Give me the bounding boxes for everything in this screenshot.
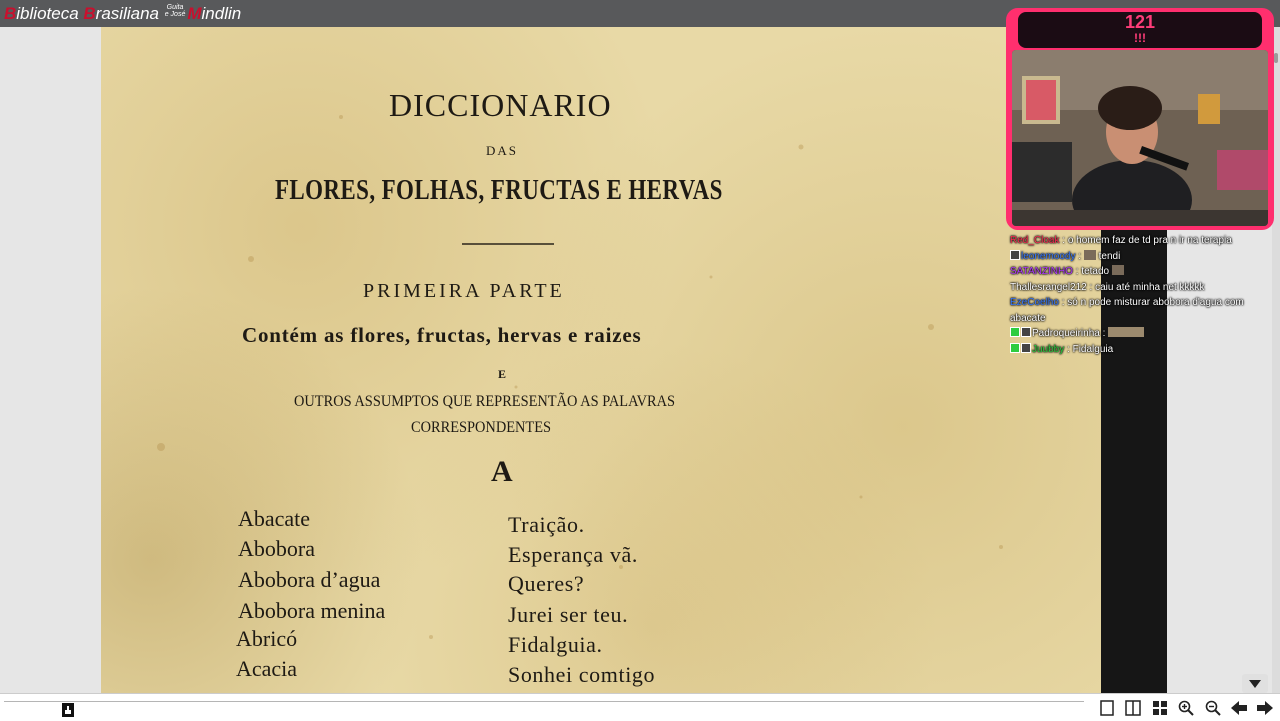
chat-username: Juubby: [1032, 343, 1065, 355]
verified-badge-icon: [1010, 343, 1020, 353]
entry-word: Abobora: [238, 536, 315, 561]
subscriber-badge-icon: [1021, 343, 1031, 353]
chat-text: tendi: [1098, 250, 1121, 262]
chat-text: o homem faz de td pra n ir na terapia: [1067, 235, 1232, 246]
single-page-button[interactable]: [1097, 698, 1117, 718]
previous-page-icon: [1231, 701, 1247, 715]
site-logo[interactable]: [4, 3, 241, 25]
grid-view-button[interactable]: [1150, 698, 1170, 718]
chat-message: Juubby : Fidalguia: [1010, 342, 1272, 358]
book-das: DAS: [486, 143, 519, 158]
book-title: DICCIONARIO: [389, 87, 612, 123]
entry-meaning: Traição.: [508, 512, 585, 537]
chat-username: Padroqueirinha: [1032, 328, 1100, 339]
emote-icon: [1108, 327, 1144, 337]
logo-e-jose: e José: [164, 11, 186, 18]
logo-guita-e-jose: [165, 4, 186, 18]
chat-username: Thallesrangel212: [1010, 281, 1087, 293]
chat-username: leonemoody: [1021, 250, 1076, 262]
contents-line: Contém as flores, fructas, hervas e raizes: [242, 323, 642, 347]
emote-icon: [1112, 265, 1124, 275]
webcam-video: [1012, 50, 1268, 226]
entry-word: Abobora menina: [238, 598, 386, 623]
counter-subtext: !!!: [1134, 31, 1146, 45]
zoom-out-icon: [1205, 700, 1221, 716]
chat-username: EzeCoelho: [1010, 297, 1059, 308]
entry-word: Acacia: [236, 656, 298, 681]
book-page: [101, 27, 1103, 693]
chevron-down-icon: [1248, 679, 1262, 689]
page-slider-track[interactable]: [4, 701, 1084, 702]
streamer-video-frame: [1012, 50, 1268, 226]
chat-message: leonemoody : tendi: [1010, 249, 1272, 265]
previous-page-button[interactable]: [1229, 698, 1249, 718]
emote-icon: [1084, 250, 1096, 260]
entry-meaning: Sonhei comtigo: [508, 662, 656, 687]
conjunction-e: E: [498, 367, 507, 381]
part-heading: PRIMEIRA PARTE: [363, 280, 565, 302]
logo-word-biblioteca: iblioteca: [16, 4, 84, 23]
logo-word-brasiliana: rasiliana: [95, 4, 164, 23]
chat-text: Fidalguia: [1072, 343, 1114, 355]
zoom-out-button[interactable]: [1203, 698, 1223, 718]
chat-text: só n pode misturar abobora d'agua com abacate: [1010, 297, 1244, 324]
double-page-button[interactable]: [1123, 698, 1143, 718]
chat-overlay: [1010, 233, 1272, 357]
hand-pointer-icon: [64, 706, 72, 714]
page-slider-handle[interactable]: [62, 703, 74, 717]
chat-text: caiu até minha net kkkkk: [1095, 281, 1205, 293]
chat-username: SATANZINHO: [1010, 266, 1073, 277]
logo-initial-b1: B: [4, 4, 17, 23]
chat-message: EzeCoelho : só n pode misturar abobora d'agua com abacate: [1010, 297, 1244, 324]
section-letter: A: [491, 455, 513, 488]
zoom-in-icon: [1178, 700, 1194, 716]
subscriber-badge-icon: [1021, 327, 1031, 337]
chat-message: SATANZINHO : tetado: [1010, 264, 1272, 280]
webcam-overlay: [1006, 8, 1274, 230]
entry-meaning: Jurei ser teu.: [508, 602, 629, 627]
chat-username: Red_Cloak: [1010, 235, 1060, 246]
chat-message: Thallesrangel212 : caiu até minha net kkkkk: [1010, 281, 1205, 293]
entry-meaning: Fidalguia.: [508, 632, 603, 657]
collapse-toolbar-button[interactable]: [1242, 674, 1268, 693]
entry-meaning: Esperança vã.: [508, 542, 638, 567]
others-line-1: OUTROS ASSUMPTOS QUE REPRESENTÃO AS PALAVRAS: [294, 393, 676, 410]
chat-message: Padroqueirinha :: [1010, 326, 1272, 342]
entry-word: Abobora d’agua: [238, 567, 381, 592]
entry-word: Abacate: [238, 506, 311, 531]
paper-texture: [101, 27, 1103, 693]
logo-initial-b2: B: [83, 4, 96, 23]
counter-box: [1018, 12, 1262, 48]
others-line-2: CORRESPONDENTES: [411, 419, 552, 436]
verified-badge-icon: [1010, 327, 1020, 337]
counter-number: 121: [1124, 12, 1156, 32]
zoom-in-button[interactable]: [1176, 698, 1196, 718]
book-subtitle: FLORES, FOLHAS, FRUCTAS E HERVAS: [275, 175, 723, 206]
scrollbar-thumb[interactable]: [1274, 53, 1278, 63]
next-page-icon: [1257, 701, 1273, 715]
logo-initial-m: M: [187, 4, 202, 23]
grid-view-icon: [1152, 700, 1168, 716]
single-page-icon: [1100, 700, 1114, 716]
viewer-toolbar: [0, 693, 1280, 721]
entry-word: Abricó: [236, 626, 298, 651]
double-page-icon: [1125, 700, 1141, 716]
subscriber-badge-icon: [1010, 250, 1020, 260]
chat-message: Red_Cloak : o homem faz de td pra n ir na terapia: [1010, 235, 1232, 246]
entry-meaning: Queres?: [508, 571, 585, 596]
logo-guita: Guita: [166, 4, 184, 11]
next-page-button[interactable]: [1255, 698, 1275, 718]
logo-word-mindlin: indlin: [201, 4, 242, 23]
chat-text: tetado: [1081, 266, 1110, 277]
